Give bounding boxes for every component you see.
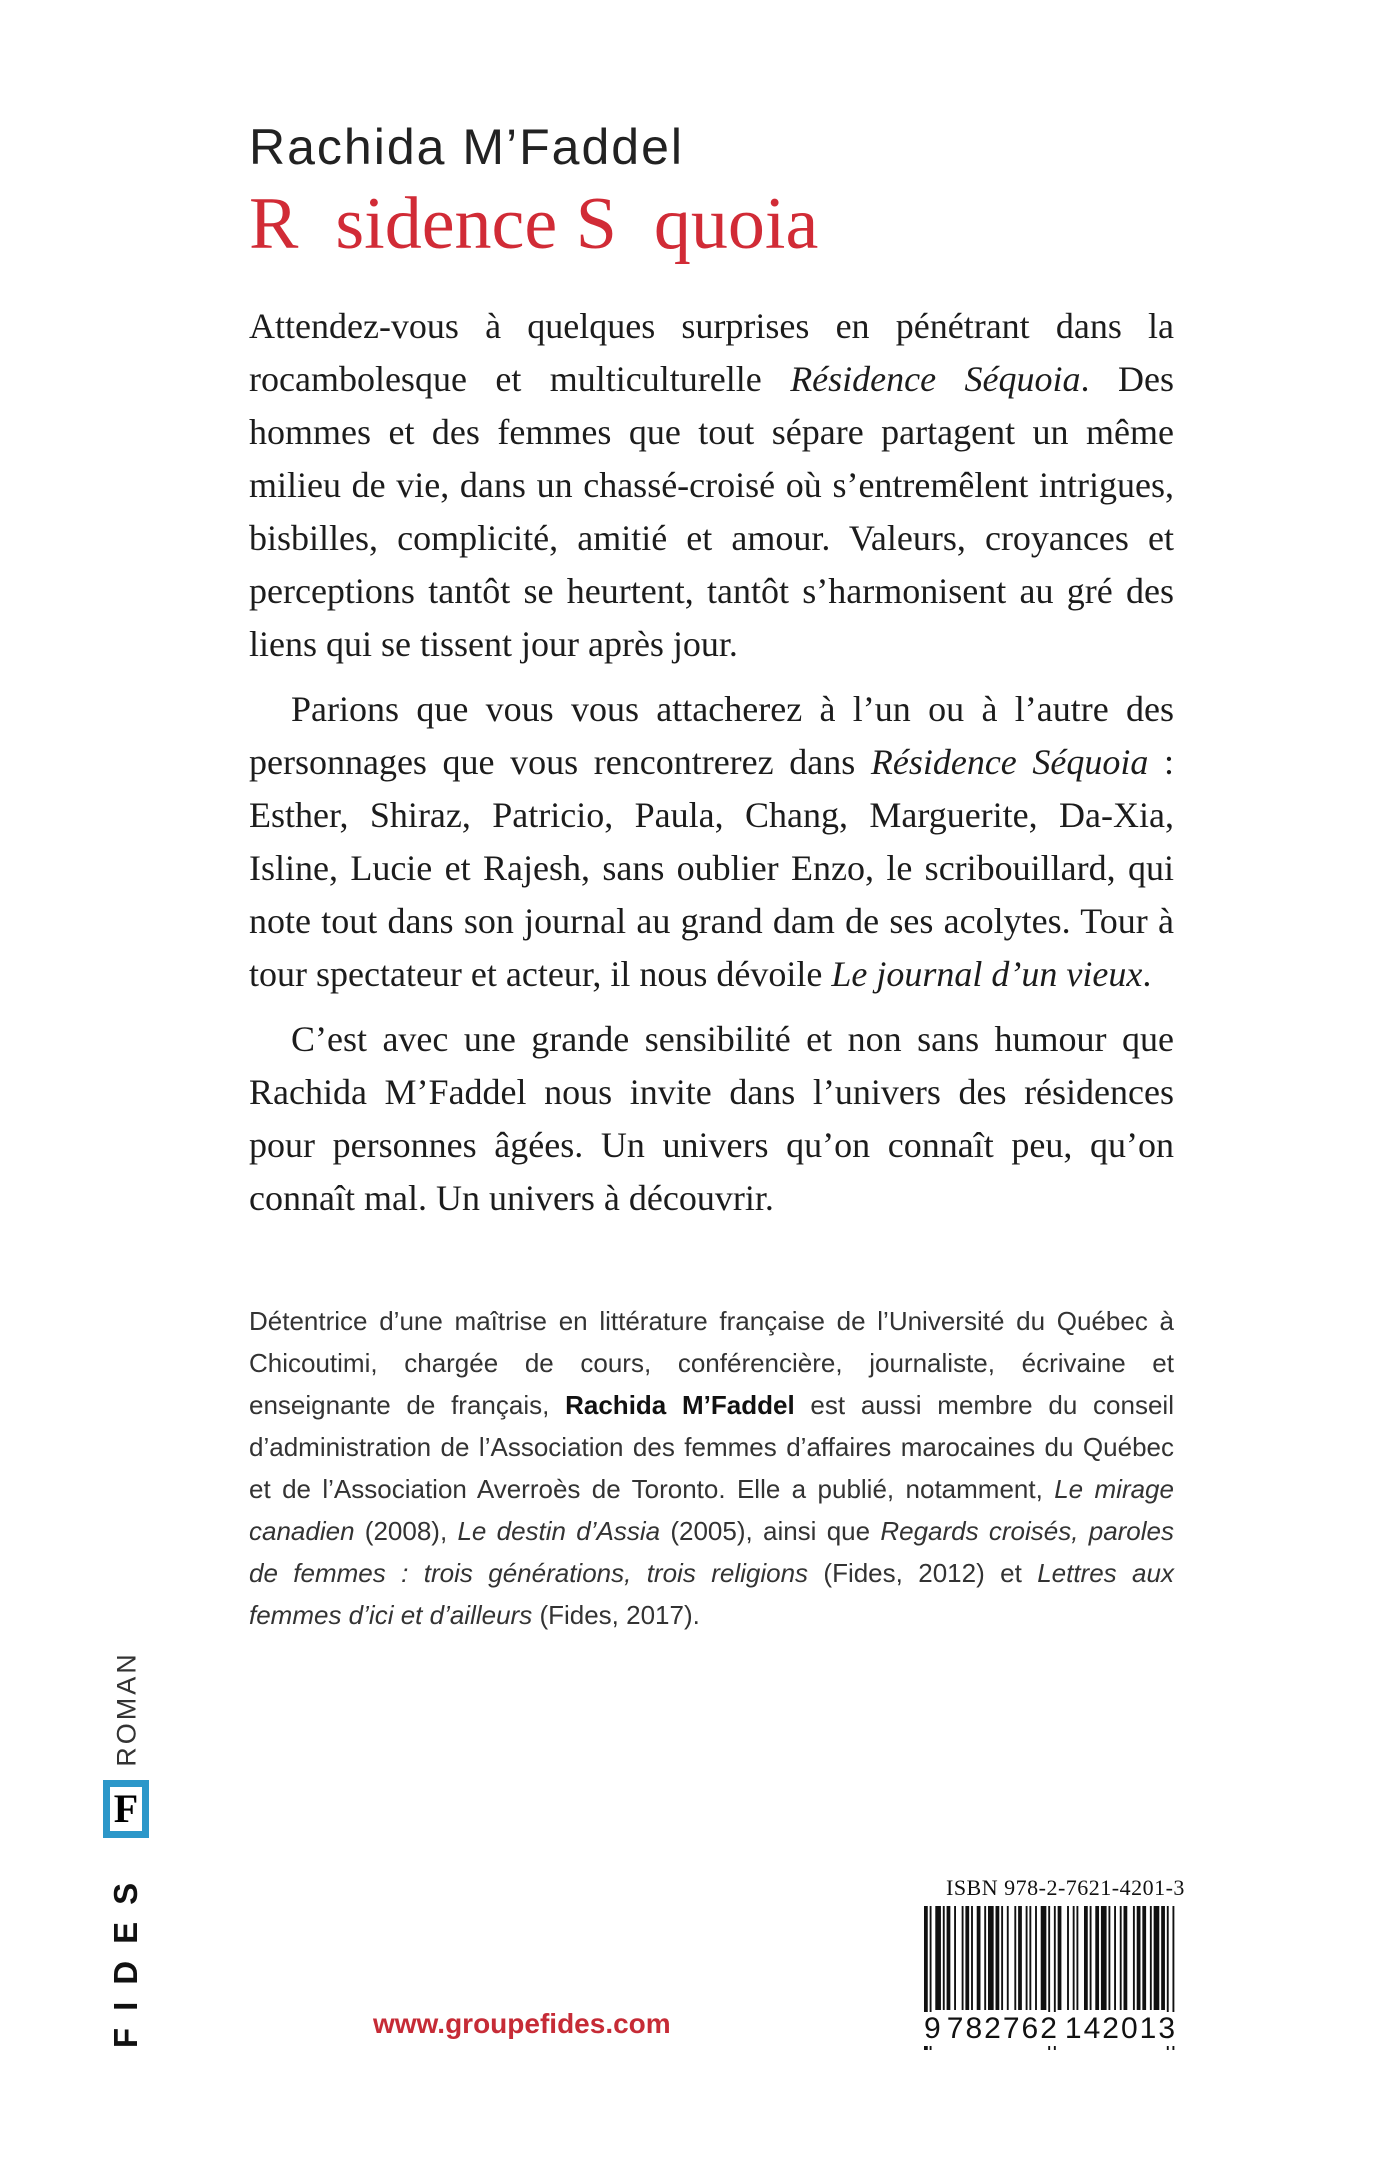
publisher-website-link[interactable]: www.groupefides.com <box>373 2008 671 2039</box>
barcode-bar <box>1029 1906 1031 2010</box>
barcode-bar <box>1133 1906 1135 2010</box>
barcode-bar <box>954 1906 956 2010</box>
blurb-paragraph-2 <box>249 683 1174 1001</box>
text-run: : Esther, Shiraz, Patricio, Paula, Chang, Marguerite, Da-Xia, Isline, Lucie et Rajesh, sans oublier Enzo, le scribouillard, qui note tout dans son journal au grand dam de ses acolytes. Tour à tour spectateur et acteur, il nous dévoile <box>249 742 1174 994</box>
barcode-bar <box>1035 1906 1037 2010</box>
barcode-bar <box>1084 1906 1088 2010</box>
fides-logo-icon <box>103 1780 149 1838</box>
barcode-bar <box>971 1906 973 2010</box>
barcode-digits <box>924 2012 1180 2046</box>
text-run: Détentrice d’une maîtrise en littérature française de l’Université du Québec à Chicoutimi, chargée de cours, conférencière, journaliste, écrivaine et enseignante de français, <box>249 1306 1174 1420</box>
author-bio-text <box>249 1300 1174 1636</box>
genre-label <box>107 1650 147 1768</box>
fides-logo-letter: F <box>110 1787 142 1831</box>
barcode-left-digits: 782762 <box>944 2012 1062 2046</box>
barcode-bar <box>1007 1906 1009 2010</box>
barcode-bar <box>1142 1906 1146 2010</box>
barcode-bar <box>988 1906 994 2010</box>
publisher-name <box>103 1862 149 2052</box>
italic-run: Le mirage canadien <box>249 1474 1174 1546</box>
barcode-bar <box>1090 1906 1092 2010</box>
bold-run: Rachida M’Faddel <box>565 1390 795 1420</box>
italic-run: Regards croisés, paroles de femmes : trois générations, trois religions <box>249 1516 1175 1588</box>
text-run: (Fides, 2012) et <box>808 1558 1038 1588</box>
isbn-label: ISBN 978-2-7621-4201-3 <box>946 1875 1185 1900</box>
barcode-bar <box>965 1906 969 2010</box>
barcode-bar <box>1026 1906 1028 2010</box>
barcode-bar <box>1001 1906 1003 2010</box>
text-run: (Fides, 2017). <box>532 1600 700 1630</box>
barcode-bar <box>1137 1906 1141 2010</box>
genre-text: ROMAN <box>111 1651 142 1767</box>
barcode-bar <box>1067 1906 1069 2010</box>
barcode-bar <box>1124 1906 1128 2010</box>
barcode-bar <box>1058 1906 1062 2010</box>
barcode-bar <box>1018 1906 1022 2010</box>
text-run: C’est avec une grande sensibilité et non sans humour que Rachida M’Faddel nous invite dans l’univers des résidences pour personnes âgées. Un univers qu’on connaît peu, qu’on connaît mal. Un univers à découvrir. <box>249 1019 1174 1218</box>
barcode-bar <box>996 1906 1000 2010</box>
barcode-bar <box>935 1906 941 2010</box>
italic-run: Lettres aux femmes d’ici et d’ailleurs <box>249 1558 1174 1630</box>
barcode-bar <box>1150 1906 1152 2010</box>
text-run: . <box>1142 954 1152 994</box>
barcode-right-digits: 142013 <box>1062 2012 1180 2046</box>
text-run: . Des hommes et des femmes que tout sépare partagent un même milieu de vie, dans un chassé-croisé où s’entremêlent intrigues, bisbilles, complicité, amitié et amour. Valeurs, croyances et perceptions tantôt se heurtent, tantôt s’harmonisent au gré des liens qui se tissent jour après jour. <box>249 359 1174 664</box>
blurb <box>249 300 1174 1225</box>
text-run: (2005), ainsi que <box>660 1516 881 1546</box>
text-run: est aussi membre du conseil d’administration de l’Association des femmes d’affaires marocaines du Québec et de l’Association Averroès de Toronto. Elle a publié, notamment, <box>249 1390 1174 1504</box>
barcode-bar <box>943 1906 945 2010</box>
barcode-bar <box>962 1906 964 2010</box>
barcode-bar <box>1095 1906 1099 2010</box>
barcode-bar <box>1101 1906 1107 2010</box>
barcode-bar <box>1076 1906 1078 2010</box>
book-title: R sidence S quoia <box>249 183 819 265</box>
text-run: (2008), <box>354 1516 458 1546</box>
barcode-bar <box>1154 1906 1160 2010</box>
barcode-bar <box>1014 1906 1016 2010</box>
author-name: Rachida M’Faddel <box>249 119 684 175</box>
italic-run: Résidence Séquoia <box>790 359 1081 399</box>
barcode-bar <box>1161 1906 1165 2010</box>
barcode-bar <box>977 1906 981 2010</box>
author-bio <box>249 1300 1174 1636</box>
italic-run: Le journal d’un vieux <box>831 954 1143 994</box>
italic-run: Le destin d’Assia <box>457 1516 661 1546</box>
barcode-bar <box>947 1906 951 2010</box>
barcode-bar <box>984 1906 986 2010</box>
barcode-bar <box>1108 1906 1110 2010</box>
publisher-text: FIDES <box>107 1865 144 2049</box>
barcode-lead-digit: 9 <box>924 2012 944 2046</box>
text-run: Parions que vous vous attacherez à l’un ou à l’autre des personnages que vous rencontrerez dans <box>249 689 1174 782</box>
barcode-bar <box>1120 1906 1122 2010</box>
barcode-bar <box>1114 1906 1116 2010</box>
barcode-bar <box>1041 1906 1047 2010</box>
barcode-bar <box>1073 1906 1075 2010</box>
italic-run: Résidence Séquoia <box>870 742 1149 782</box>
blurb-paragraph-3 <box>249 1013 1174 1225</box>
text-run: Attendez-vous à quelques surprises en pénétrant dans la rocambolesque et multiculturelle <box>249 306 1174 399</box>
blurb-paragraph-1 <box>249 300 1174 671</box>
